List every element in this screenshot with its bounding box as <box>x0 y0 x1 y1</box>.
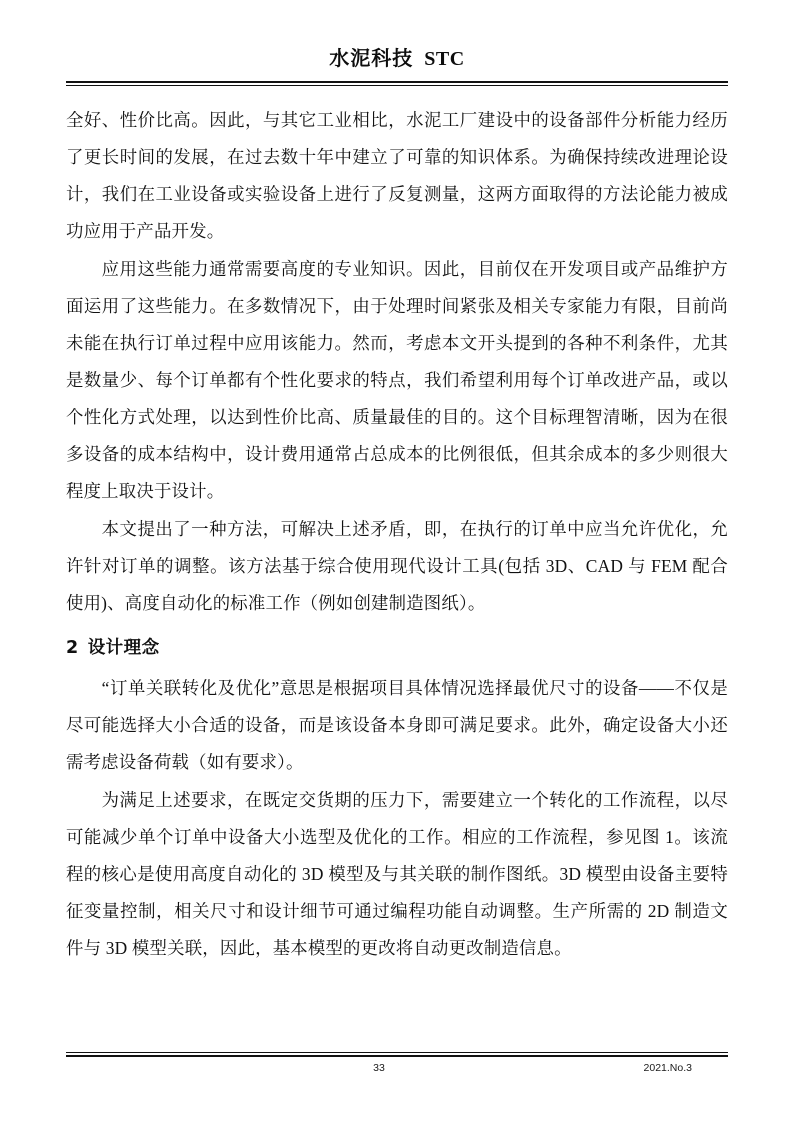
section-heading <box>66 628 728 668</box>
header-title-cn: 水泥科技 <box>329 46 414 70</box>
header-title-en: STC <box>424 48 465 70</box>
paragraph: 全好、性价比高。因此，与其它工业相比，水泥工厂建设中的设备部件分析能力经历了更长时间的发展，在过去数十年中建立了可靠的知识体系。为确保持续改进理论设计，我们在工业设备或实验设备上进行了反复测量，这两方面取得的方法论能力被成功应用于产品开发。 <box>66 110 728 241</box>
footer-row <box>66 1062 728 1074</box>
paragraph: “订单关联转化及优化”意思是根据项目具体情况选择最优尺寸的设备——不仅是尽可能选择大小合适的设备，而是该设备本身即可满足要求。此外，确定设备大小还需考虑设备荷载（如有要求）。 <box>66 678 728 772</box>
page-header <box>66 42 728 81</box>
body-text <box>66 102 728 967</box>
paragraph: 为满足上述要求，在既定交货期的压力下，需要建立一个转化的工作流程，以尽可能减少单个订单中设备大小选型及优化的工作。相应的工作流程，参见图 1。该流程的核心是使用高度自动化的 3D 模型及与其关联的制作图纸。3D 模型由设备主要特征变量控制，相关尺寸和设计细节可通过编程功能自动调整。生产所需的 2D 制造文件与 3D 模型关联，因此，基本模型的更改将自动更改制造信息。 <box>66 790 728 958</box>
header-rule-thin <box>66 85 728 86</box>
page-number: 33 <box>373 1062 385 1074</box>
section-number: 2 <box>66 638 79 658</box>
footer-rule-thick <box>66 1055 728 1057</box>
paragraph: 应用这些能力通常需要高度的专业知识。因此，目前仅在开发项目或产品维护方面运用了这些能力。在多数情况下，由于处理时间紧张及相关专家能力有限，目前尚未能在执行订单过程中应用该能力。然而，考虑本文开头提到的各种不利条件，尤其是数量少、每个订单都有个性化要求的特点，我们希望利用每个订单改进产品，或以个性化方式处理，以达到性价比高、质量最佳的目的。这个目标理智清晰，因为在很多设备的成本结构中，设计费用通常占总成本的比例很低，但其余成本的多少则很大程度上取决于设计。 <box>66 259 728 501</box>
issue-label: 2021.No.3 <box>643 1062 692 1074</box>
page-content <box>66 42 728 968</box>
footer-rule-thin <box>66 1052 728 1053</box>
header-rule-thick <box>66 81 728 83</box>
paragraph: 本文提出了一种方法，可解决上述矛盾，即，在执行的订单中应当允许优化，允许针对订单的调整。该方法基于综合使用现代设计工具(包括 3D、CAD 与 FEM 配合使用)、高度自动化的标准工作（例如创建制造图纸）。 <box>66 519 728 613</box>
section-title: 设计理念 <box>87 638 160 658</box>
page-footer <box>66 1052 728 1074</box>
